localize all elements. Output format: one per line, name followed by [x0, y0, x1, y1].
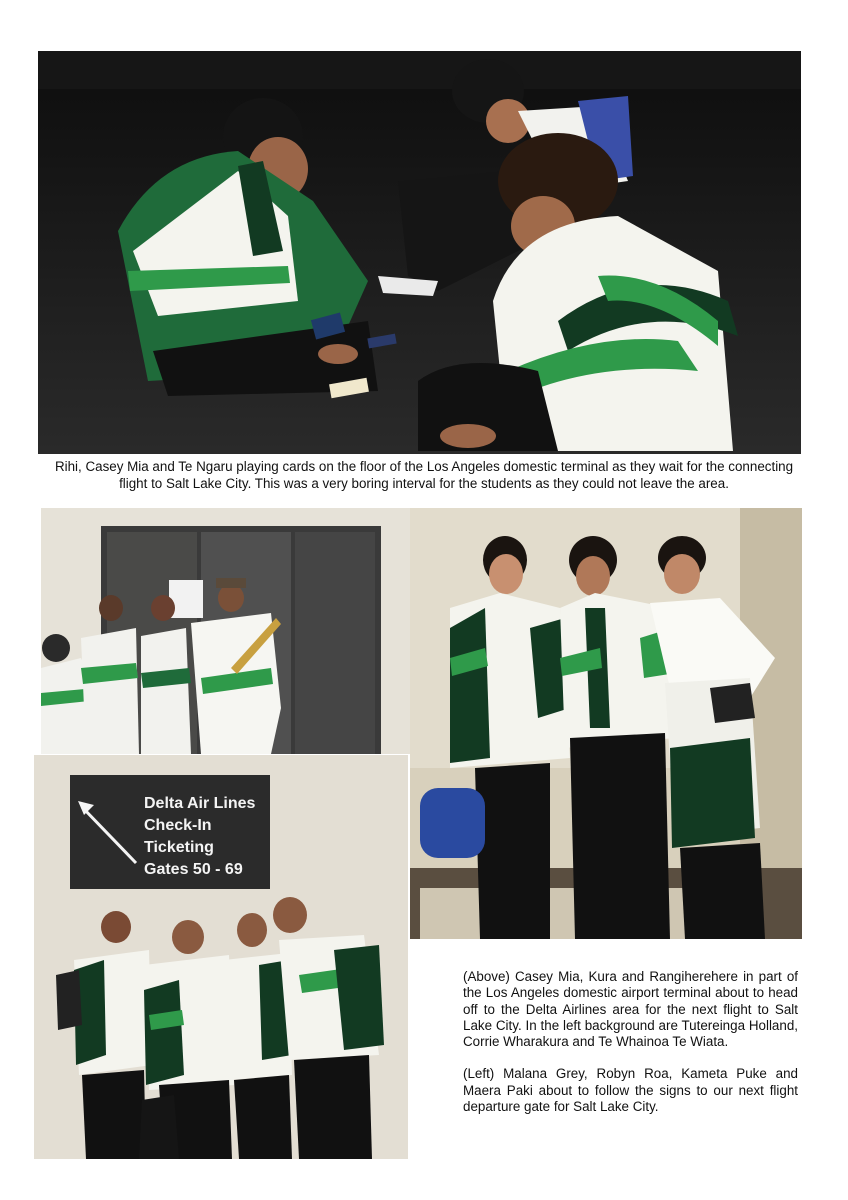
- photo-delta-sign-group: [34, 755, 408, 1159]
- caption-block-right: [463, 969, 798, 1131]
- sign-line-2: Check-In: [144, 817, 212, 834]
- photo-playing-cards: [38, 51, 801, 454]
- sign-line-4: Gates 50 - 69: [144, 861, 243, 878]
- photo-three-girls: [410, 508, 802, 939]
- caption-playing-cards: Rihi, Casey Mia and Te Ngaru playing cards on the floor of the Los Angeles domestic terminal as they wait for the connecting flight to Salt Lake City. This was a very boring interval for the students as they could not leave the area.: [54, 459, 794, 491]
- sign-line-3: Ticketing: [144, 839, 214, 856]
- caption-left: (Left) Malana Grey, Robyn Roa, Kameta Puke and Maera Paki about to follow the signs to our next flight departure gate for Salt Lake City.: [463, 1066, 798, 1115]
- sign-line-1: Delta Air Lines: [144, 795, 256, 812]
- caption-above: (Above) Casey Mia, Kura and Rangiherehere in part of the Los Angeles domestic airport terminal about to head off to the Delta Airlines area for the next flight to Salt Lake City. In the left background are Tutereinga Holland, Corrie Wharakura and Te Whainoa Te Wiata.: [463, 969, 798, 1050]
- photo-terminal-group: [41, 508, 410, 754]
